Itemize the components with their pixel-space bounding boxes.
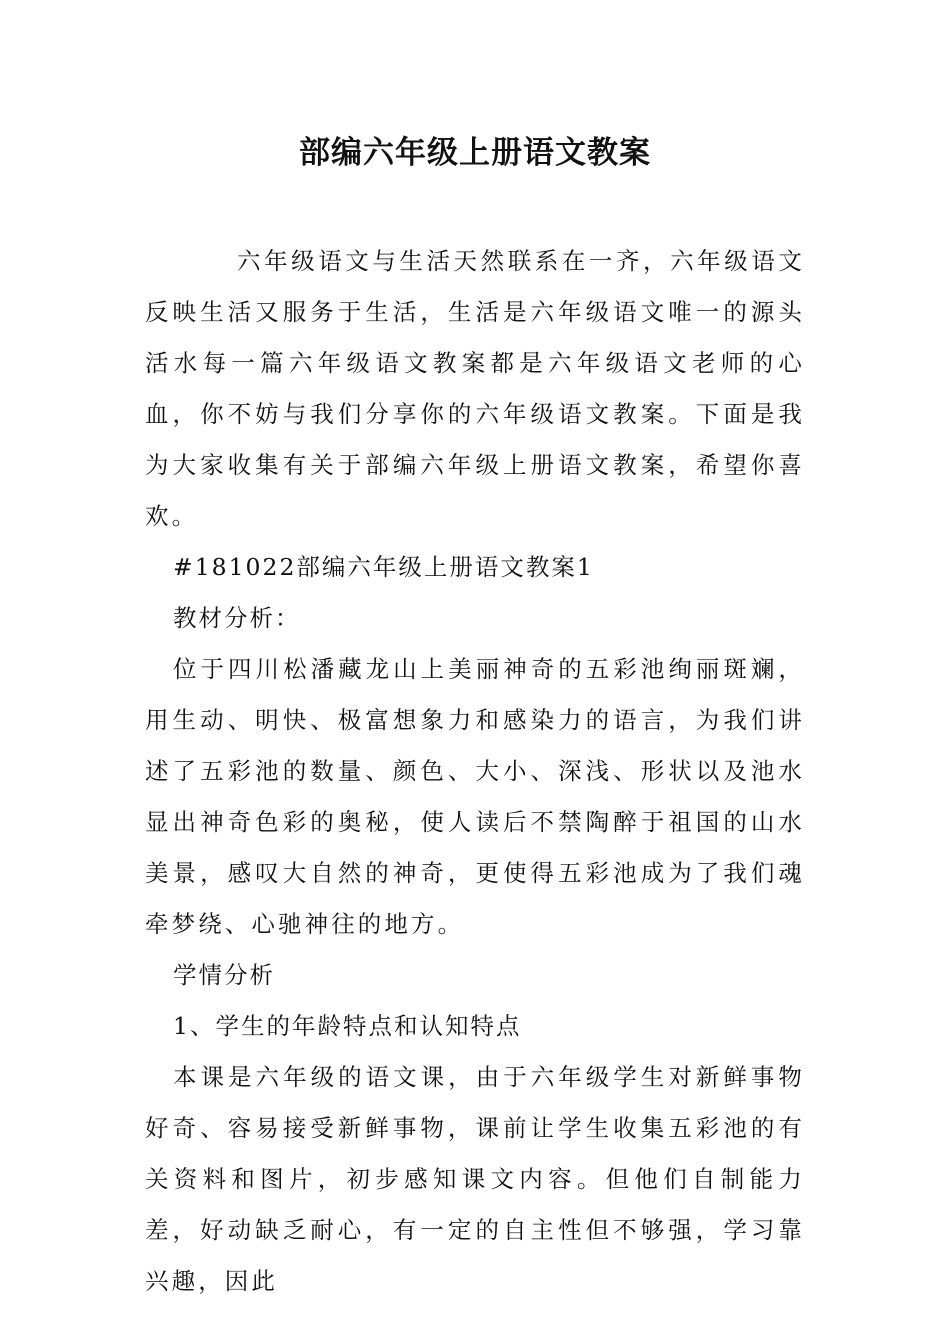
subheading-student-characteristics: 1、学生的年龄特点和认知特点 <box>173 1012 522 1040</box>
heading-learner-analysis: 学情分析 <box>173 961 275 989</box>
document-title: 部编六年级上册语文教案 <box>299 135 651 171</box>
document-body <box>145 236 805 1307</box>
heading-textbook-analysis: 教材分析： <box>173 604 301 632</box>
student-characteristics-paragraph: 本课是六年级的语文课，由于六年级学生对新鲜事物好奇、容易接受新鲜事物，课前让学生收集五彩池的有关资料和图片，初步感知课文内容。但他们自制能力差，好动缺乏耐心，有一定的自主性但不够强，学习靠兴趣，因此 <box>145 1063 805 1295</box>
intro-paragraph: 六年级语文与生活天然联系在一齐，六年级语文反映生活又服务于生活，生活是六年级语文唯一的源头活水每一篇六年级语文教案都是六年级语文老师的心血，你不妨与我们分享你的六年级语文教案。下面是我为大家收集有关于部编六年级上册语文教案，希望你喜欢。 <box>145 247 805 530</box>
textbook-analysis-paragraph: 位于四川松潘藏龙山上美丽神奇的五彩池绚丽斑斓，用生动、明快、极富想象力和感染力的语言，为我们讲述了五彩池的数量、颜色、大小、深浅、形状以及池水显出神奇色彩的奥秘，使人读后不禁陶醉于祖国的山水美景，感叹大自然的神奇，更使得五彩池成为了我们魂牵梦绕、心驰神往的地方。 <box>145 655 805 938</box>
section-heading-lesson-1: #181022部编六年级上册语文教案1 <box>173 553 594 581</box>
